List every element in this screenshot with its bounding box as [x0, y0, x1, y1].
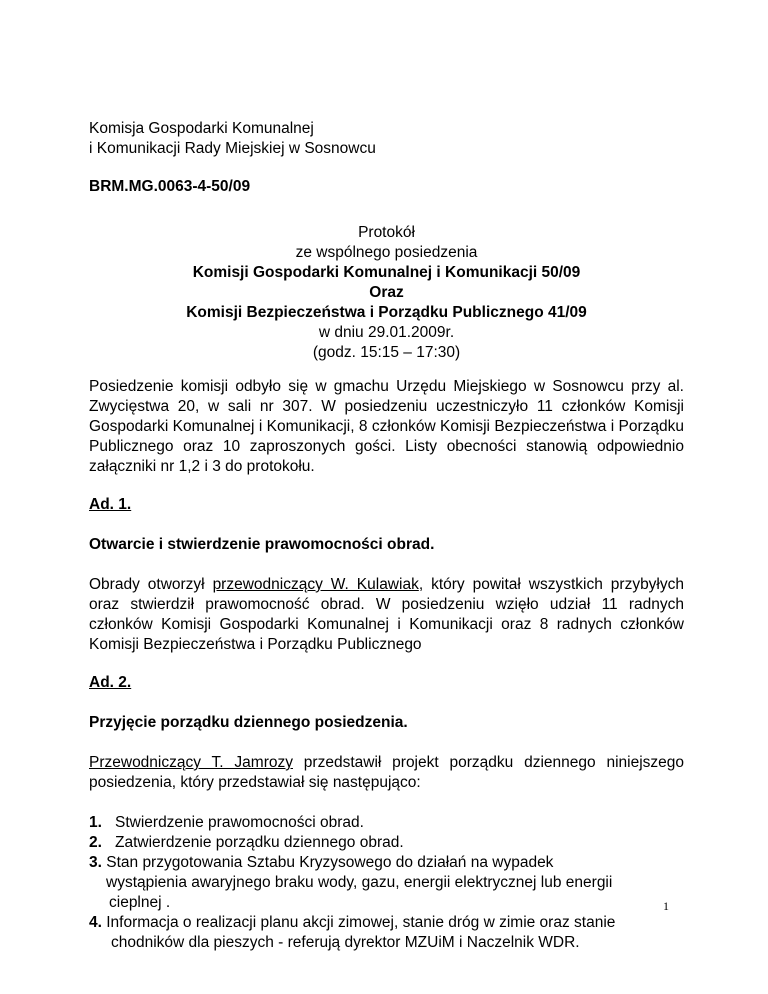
committee-name-2: Komisji Bezpieczeństwa i Porządku Publicznego 41/09 — [186, 304, 587, 321]
reference-number: BRM.MG.0063-4-50/09 — [89, 178, 251, 195]
ad1-paragraph-rest: , który powitał wszystkich przybyłych oraz stwierdził prawomocność obrad. W posiedzeniu wzięło udział 11 radnych członków Komisji Gospodarki Komunalnej i Komunikacji oraz 8 radnych członków Komisji Bezpieczeństwa i Porządku Publicznego — [89, 576, 685, 653]
org-name-line1: Komisja Gospodarki Komunalnej — [89, 120, 314, 137]
page-number: 1 — [663, 899, 669, 913]
list-item-text: Informacja o realizacji planu akcji zimowej, stanie dróg w zimie oraz stanie — [106, 914, 616, 931]
ad2-paragraph-rest: przedstawił projekt porządku dziennego niniejszego posiedzenia, który przedstawiał się następująco: — [89, 754, 684, 791]
list-item — [89, 913, 684, 953]
ad2-heading: Ad. 2. — [89, 674, 132, 691]
list-item-text: wystąpienia awaryjnego braku wody, gazu, energii elektrycznej lub energii — [106, 874, 613, 891]
ad1-heading: Ad. 1. — [89, 496, 132, 513]
agenda-list — [89, 813, 684, 953]
list-item — [89, 813, 684, 833]
meeting-date: w dniu 29.01.2009r. — [318, 324, 455, 341]
document-content — [89, 119, 684, 953]
list-number: 4. — [89, 914, 102, 931]
list-item-text: Stwierdzenie prawomocności obrad. — [115, 814, 364, 831]
list-number: 2. — [89, 834, 102, 851]
ad2-paragraph — [89, 753, 684, 793]
committee-name-1: Komisji Gospodarki Komunalnej i Komunikacji 50/09 — [192, 264, 581, 281]
conjunction: Oraz — [369, 284, 404, 301]
title-block — [89, 223, 684, 363]
ad1-paragraph — [89, 575, 684, 655]
list-number: 1. — [89, 814, 102, 831]
list-item-text: Zatwierdzenie porządku dziennego obrad. — [115, 834, 404, 851]
intro-paragraph: Posiedzenie komisji odbyło się w gmachu Urzędu Miejskiego w Sosnowcu przy al. Zwycięstwa 20, w sali nr 307. W posiedzeniu uczestniczyło 11 członków Komisji Gospodarki Komunalnej i Komunikacji, 8 członków Komisji Bezpieczeństwa i Porządku Publicznego oraz 10 zaproszonych gości. Listy obecności stanowią odpowiednio załączniki nr 1,2 i 3 do protokołu. — [89, 378, 684, 475]
ad1-subheading: Otwarcie i stwierdzenie prawomocności obrad. — [89, 536, 435, 553]
document-title: Protokół — [358, 224, 415, 241]
list-item-text: cieplnej . — [109, 894, 171, 911]
org-name-line2: i Komunikacji Rady Miejskiej w Sosnowcu — [89, 140, 376, 157]
meeting-time: (godz. 15:15 – 17:30) — [312, 344, 461, 361]
chairman-name-jamrozy: Przewodniczący T. Jamrozy — [89, 754, 293, 771]
list-item — [89, 833, 684, 853]
list-item-text: chodników dla pieszych - referują dyrektor MZUiM i Naczelnik WDR. — [111, 934, 580, 951]
list-item — [89, 853, 684, 913]
ad1-paragraph-prefix: Obrady otworzył — [89, 576, 213, 593]
list-number: 3. — [89, 854, 102, 871]
chairman-name-kulawiak: przewodniczący W. Kulawiak — [212, 576, 419, 593]
title-subtitle: ze wspólnego posiedzenia — [295, 244, 478, 261]
ad2-subheading: Przyjęcie porządku dziennego posiedzenia. — [89, 714, 408, 731]
list-item-text: Stan przygotowania Sztabu Kryzysowego do działań na wypadek — [106, 854, 554, 871]
